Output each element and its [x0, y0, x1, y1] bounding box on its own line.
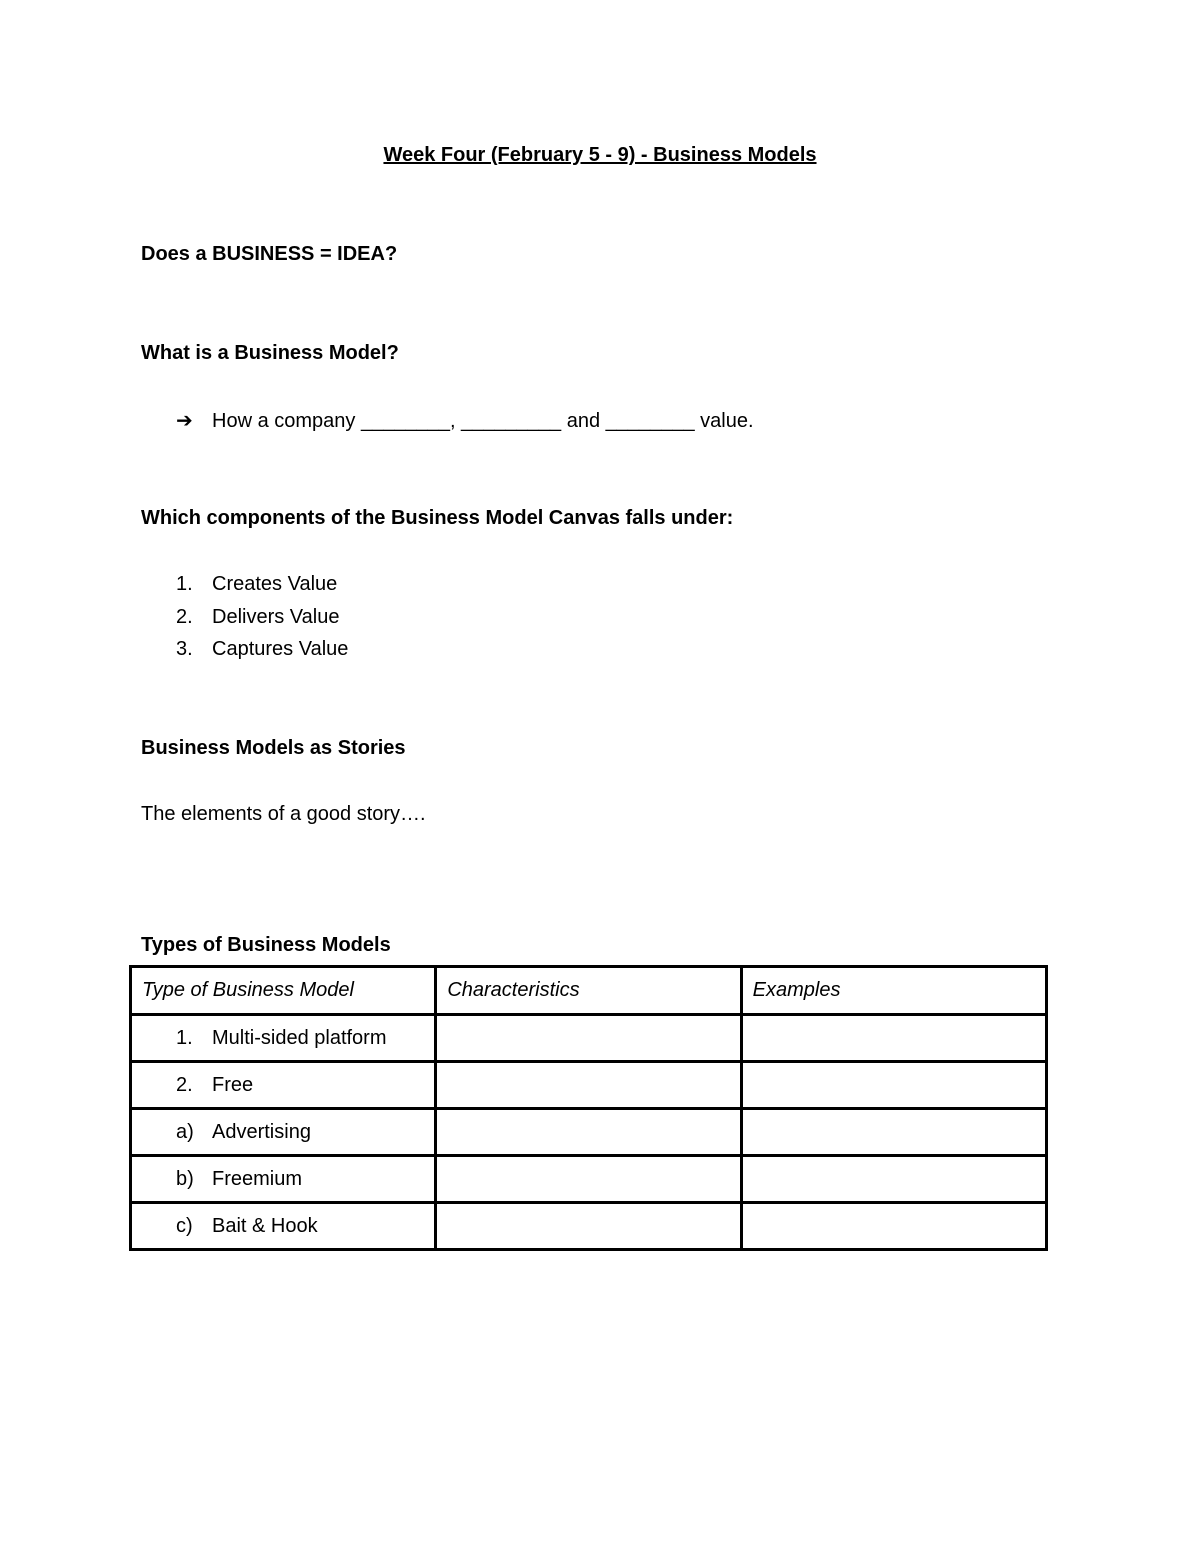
list-item: 3. Captures Value [176, 638, 349, 660]
table-row [131, 1015, 1047, 1062]
stories-heading: Business Models as Stories [141, 737, 406, 759]
business-models-table [129, 965, 1048, 1251]
table-cell-type: b) Freemium [131, 1156, 436, 1203]
stories-text: The elements of a good story…. [141, 803, 426, 825]
list-item: 2. Delivers Value [176, 606, 340, 628]
table-row [131, 1062, 1047, 1109]
table-cell-characteristics[interactable] [436, 1203, 741, 1250]
table-header-cell: Characteristics [436, 967, 741, 1015]
table-cell-characteristics[interactable] [436, 1062, 741, 1109]
fill-in-blank-text: How a company ________, _________ and ________ value. [212, 410, 754, 432]
question-components: Which components of the Business Model Canvas falls under: [141, 507, 734, 529]
table-cell-characteristics[interactable] [436, 1156, 741, 1203]
question-business-model: What is a Business Model? [141, 342, 399, 364]
table-cell-examples[interactable] [741, 1156, 1046, 1203]
table-cell-type: a) Advertising [131, 1109, 436, 1156]
table-cell-examples[interactable] [741, 1015, 1046, 1062]
table-header-row [131, 967, 1047, 1015]
table-row [131, 1203, 1047, 1250]
list-item: 1. Creates Value [176, 573, 338, 595]
table-cell-characteristics[interactable] [436, 1109, 741, 1156]
arrow-bullet-line [176, 408, 754, 433]
types-heading: Types of Business Models [141, 934, 391, 956]
arrow-icon: ➔ [176, 410, 193, 432]
table-row [131, 1109, 1047, 1156]
table-header-cell: Type of Business Model [131, 967, 436, 1015]
question-business-idea: Does a BUSINESS = IDEA? [141, 243, 398, 265]
table-header-cell: Examples [741, 967, 1046, 1015]
table-row [131, 1156, 1047, 1203]
table-cell-type: 2. Free [131, 1062, 436, 1109]
table-cell-examples[interactable] [741, 1109, 1046, 1156]
page-title: Week Four (February 5 - 9) - Business Models [383, 144, 817, 166]
table-cell-examples[interactable] [741, 1062, 1046, 1109]
table-cell-characteristics[interactable] [436, 1015, 741, 1062]
table-cell-type: 1. Multi-sided platform [131, 1015, 436, 1062]
table-cell-type: c) Bait & Hook [131, 1203, 436, 1250]
table-cell-examples[interactable] [741, 1203, 1046, 1250]
